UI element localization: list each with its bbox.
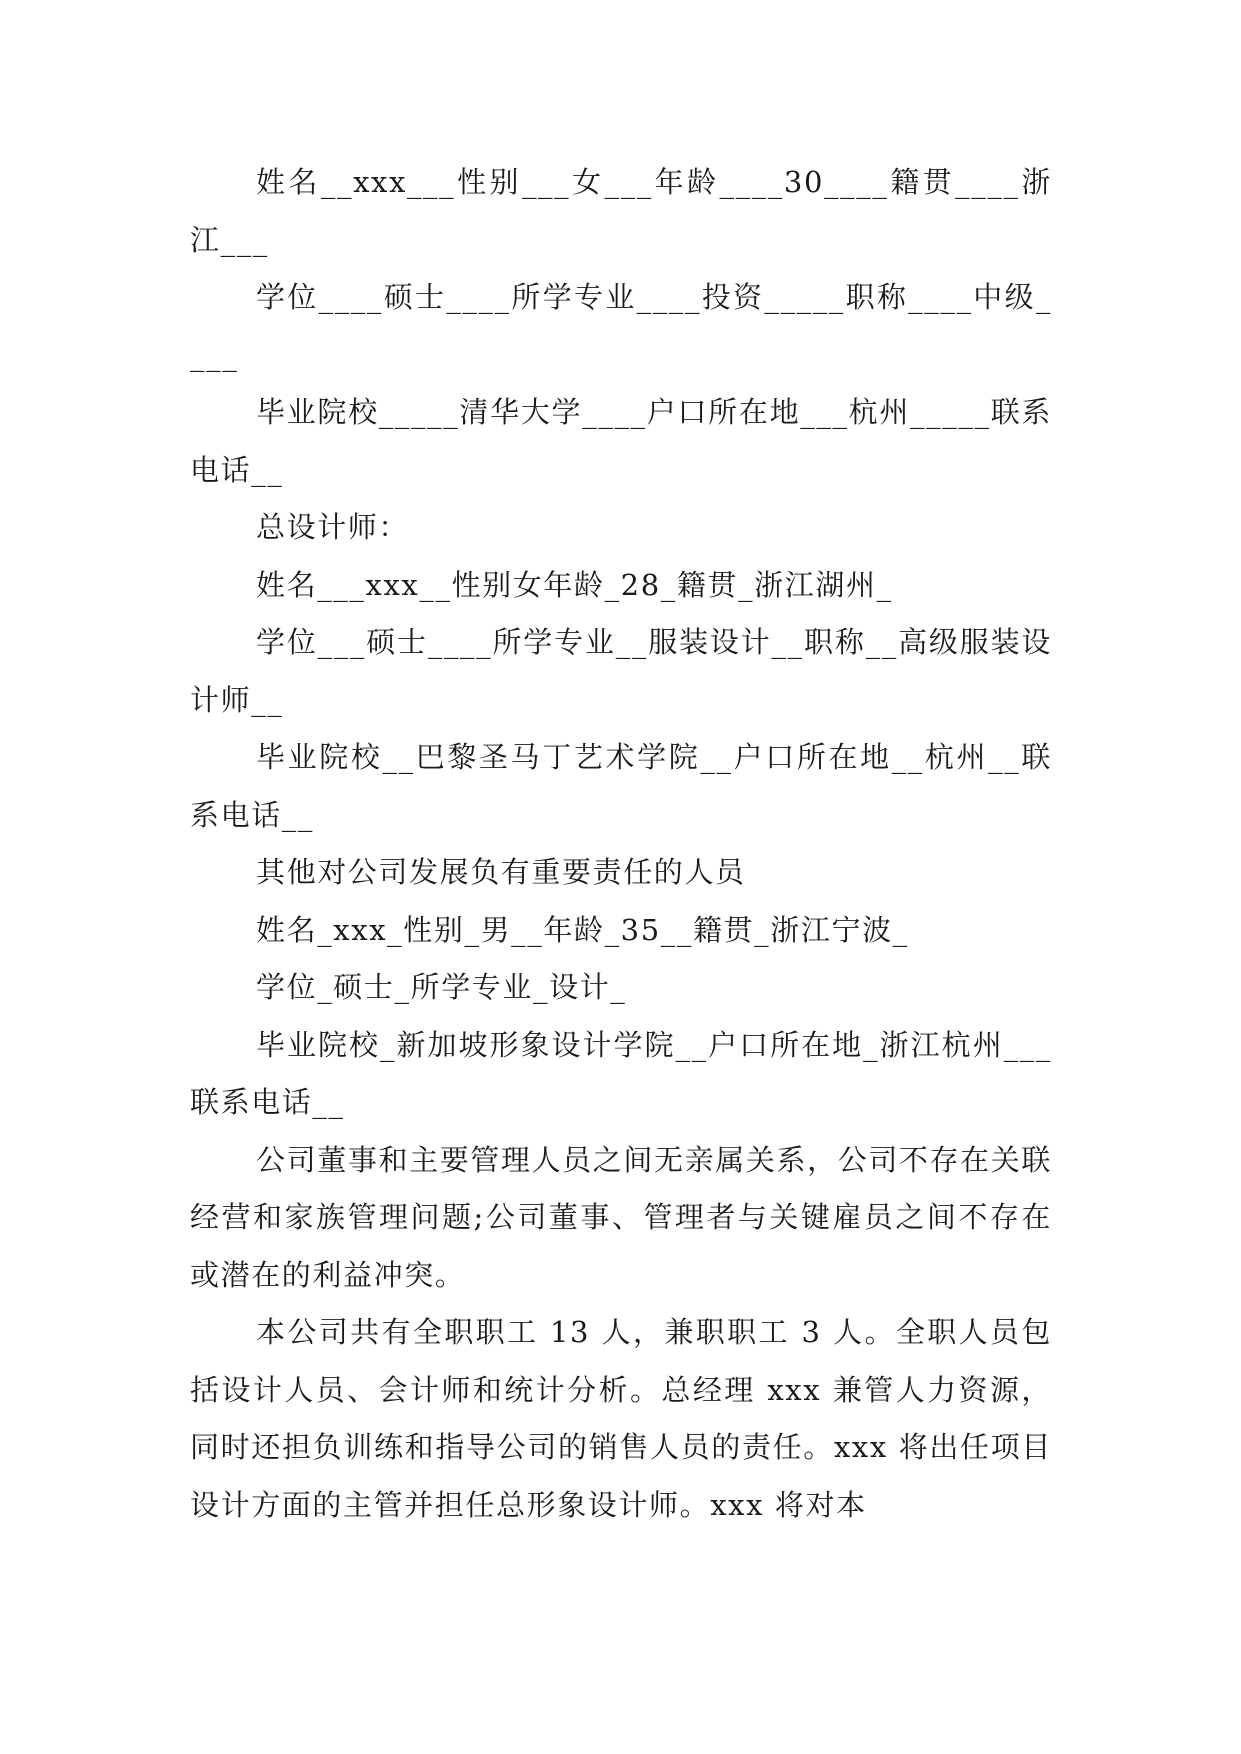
paragraph-person1-school: 毕业院校_____清华大学____户口所在地___杭州_____联系电话__: [190, 395, 1052, 487]
paragraph-other-staff-heading: 其他对公司发展负有重要责任的人员: [256, 855, 746, 889]
paragraph-other-degree: 学位_硕士_所学专业_设计_: [256, 970, 627, 1004]
paragraph-designer-school: 毕业院校__巴黎圣马丁艺术学院__户口所在地__杭州__联系电话__: [190, 740, 1052, 832]
paragraph-other-school: 毕业院校_新加坡形象设计学院__户口所在地_浙江杭州___联系电话__: [190, 1027, 1052, 1119]
paragraph-staff-summary: 本公司共有全职职工 13 人，兼职职工 3 人。全职人员包括设计人员、会计师和统计分析。总经理 xxx 兼管人力资源，同时还担负训练和指导公司的销售人员的责任。xxx 将出任项目设计方面的主管并担任总形象设计师。xxx 将对本: [190, 1315, 1052, 1522]
paragraph-designer-degree: 学位___硕士____所学专业__服装设计__职称__高级服装设计师__: [190, 625, 1052, 717]
paragraph-relations: 公司董事和主要管理人员之间无亲属关系，公司不存在关联经营和家族管理问题;公司董事、管理者与关键雇员之间不存在或潜在的利益冲突。: [190, 1142, 1052, 1292]
paragraph-person1-basic: 姓名__xxx___性别___女___年龄____30____籍贯____浙江___: [190, 165, 1052, 257]
paragraph-other-basic: 姓名_xxx_性别_男__年龄_35__籍贯_浙江宁波_: [256, 912, 909, 947]
document-body: [190, 154, 1052, 1534]
paragraph-chief-designer-heading: 总设计师：: [256, 510, 410, 544]
paragraph-designer-basic: 姓名___xxx__性别女年龄_28_籍贯_浙江湖州_: [256, 567, 893, 602]
paragraph-person1-degree: 学位____硕士____所学专业____投资_____职称____中级____: [190, 280, 1052, 372]
